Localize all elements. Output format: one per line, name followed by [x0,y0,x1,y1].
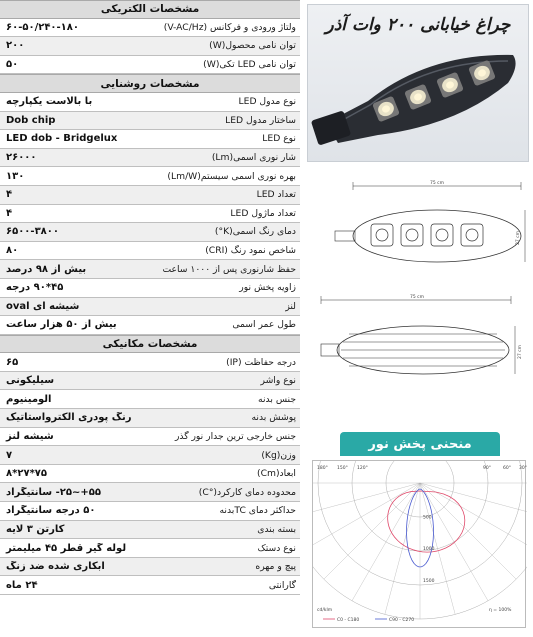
spec-row [0,576,300,595]
angle-label: 120° [357,466,368,471]
spec-label: زاویه پخش نور [239,282,296,294]
spec-label: تعداد ماژول LED [230,207,296,219]
spec-row [0,372,300,391]
legend-c0: C0 - C180 [337,618,360,623]
spec-row [0,316,300,335]
curve-c0-c180 [388,491,465,552]
spec-row [0,390,300,409]
spec-label: جنس خارجی ترین جدار نور گذر [174,430,296,442]
spec-label: وزن(Kg) [261,449,296,461]
spec-label: شاخص نمود رنگ (CRI) [205,245,296,257]
spec-row [0,223,300,242]
spec-row [0,130,300,149]
legend-c90: C90 - C270 [389,618,415,623]
spec-row [0,19,300,38]
spec-value: شیشه لنز [6,430,54,442]
spec-row [0,112,300,131]
spec-row [0,502,300,521]
spec-value: شیشه ای oval [6,300,80,312]
spec-label: ساختار مدول LED [225,114,296,126]
spec-label: توان نامی LED تکی(W) [203,59,296,71]
spec-value: ۸۰ [6,245,19,257]
photometric-chart [312,460,526,628]
spec-label: نوع واشر [260,375,296,387]
photometric-banner: منحنی پخش نور [340,432,500,456]
spec-row [0,483,300,502]
spec-label: ولتاژ ورودی و فرکانس (V-AC/Hz) [163,21,296,33]
spec-value: بیش از ۵۰ هزار ساعت [6,319,117,331]
spec-row [0,298,300,317]
spec-label: بسته بندی [257,523,296,535]
spec-value: لوله گیر قطر ۴۵ میلیمتر [6,542,127,554]
spec-value: با بالاست یکپارچه [6,96,93,108]
dimension-length-side: 75 cm [409,295,425,300]
spec-row [0,446,300,465]
spec-row [0,353,300,372]
dimension-length: 75 cm [429,181,445,186]
grid-spoke [324,483,420,579]
spec-value: ۲۶۰۰۰ [6,152,37,164]
spec-value: ۲۴ ماه [6,579,38,591]
dimension-width: 27 cm [516,230,521,246]
spec-value: ۶۵۰۰-۳۸۰۰ [6,226,59,238]
grid-spoke [420,483,516,579]
spec-label: لنز [285,300,296,312]
spec-label: دمای رنگ اسمی(K°) [214,226,296,238]
grid-spoke [420,483,527,551]
spec-label: حداکثر دمای TCبدنه [219,505,296,517]
section-title: مشخصات روشنایی [0,74,300,93]
spec-label: درجه حفاظت (IP) [226,356,296,368]
radial-value: 1000 [423,547,435,553]
grid-spoke [313,483,420,551]
spec-label: توان نامی محصول(W) [209,40,296,52]
spec-value: ۱۳۰ [6,170,25,182]
spec-row [0,56,300,75]
product-title: چراغ خیابانی ۲۰۰ وات آذر [325,15,511,35]
spec-value: ۵۰ [6,59,19,71]
spec-value: رنگ پودری الکترواستاتیک [6,412,132,424]
angle-label: 30° [519,466,527,471]
spec-row [0,279,300,298]
section-title: مشخصات مکانیکی [0,335,300,354]
spec-row [0,465,300,484]
spec-label: حفظ شارنوری پس از ۱۰۰۰ ساعت [162,263,296,275]
spec-row [0,167,300,186]
product-photo [307,4,529,162]
grid-spoke [385,483,420,614]
spec-label: نوع LED [262,133,296,145]
spec-value: سیلیکونی [6,375,55,387]
grid-spoke [352,483,420,601]
spec-row [0,149,300,168]
polar-diagram [313,461,527,629]
spec-row [0,260,300,279]
spec-value: Dob chip [6,114,56,126]
spec-label: نوع دستک [257,542,296,554]
spec-row [0,558,300,577]
spec-label: شار نوری اسمی(Lm) [211,152,296,164]
spec-row [0,93,300,112]
spec-value: ۴۵*۹۰ درجه [6,282,64,294]
spec-row [0,539,300,558]
spec-value: بیش از ۹۸ درصد [6,263,87,275]
spec-row [0,205,300,224]
unit-label: cd/klm [317,608,333,613]
spec-label: ابعاد(Cm) [257,468,296,480]
spec-label: بهره نوری اسمی سیستم(Lm/W) [167,170,296,182]
spec-label: تعداد LED [256,189,296,201]
spec-label: پوشش بدنه [251,412,296,424]
spec-row [0,37,300,56]
efficiency-label: η = 100% [489,608,512,613]
spec-label: گارانتی [268,579,296,591]
angle-label: 60° [503,466,511,471]
spec-row [0,186,300,205]
spec-value: ۶۵ [6,356,19,368]
spec-label: جنس بدنه [258,393,296,405]
street-light-image [308,5,530,163]
top-view-drawing [307,176,529,272]
spec-row [0,409,300,428]
section-title: مشخصات الکتریکی [0,0,300,19]
spec-value: آبکاری شده ضد زنگ [6,561,105,573]
spec-value: ۴ [6,189,13,201]
spec-value: LED dob - Bridgelux [6,133,118,145]
dimension-height-side: 27 cm [518,344,523,360]
spec-value: کارتن ۳ لایه [6,523,65,535]
radial-value: 500 [423,515,432,521]
spec-label: نوع مدول LED [238,96,296,108]
spec-label: طول عمر اسمی [232,319,296,331]
spec-value: ۷ [6,449,13,461]
spec-value: آلومینیوم [6,393,52,405]
spec-value: ۲۰۰ [6,40,25,52]
spec-row [0,521,300,540]
spec-label: محدوده دمای کارکرد(°C) [198,486,296,498]
spec-label: پیچ و مهره [255,561,296,573]
spec-row [0,242,300,261]
spec-value: ۵۵+~۲۵- سانتیگراد [6,486,101,498]
side-view-drawing [307,290,529,386]
angle-label: 150° [337,466,348,471]
angle-label: 180° [317,466,328,471]
radial-value: 1500 [423,578,435,584]
spec-value: ۵۰ درجه سانتیگراد [6,505,96,517]
spec-value: ۷۵*۲۷*۸ [6,468,48,480]
angle-label: 90° [483,466,491,471]
spec-row [0,428,300,447]
spec-value: ۶۰-۵۰/۲۴۰-۱۸۰ [6,21,79,33]
spec-value: ۴ [6,207,13,219]
